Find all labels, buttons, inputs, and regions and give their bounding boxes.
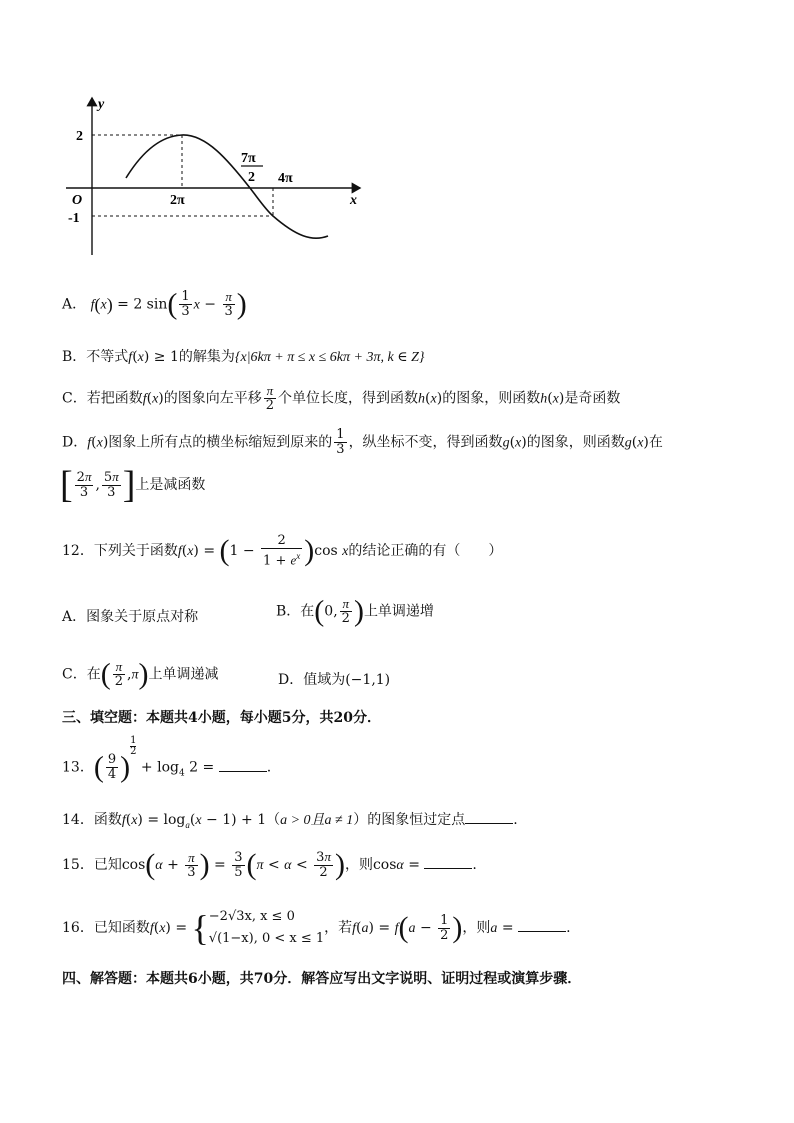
q11-option-b: B．不等式f(x) ≥ 1的解集为{x|6kπ + π ≤ x ≤ 6kπ + 3π, k ∈ Z}	[62, 349, 425, 365]
section-3-heading: 三、填空题：本题共4小题，每小题5分，共20分．	[62, 710, 381, 726]
q11-option-d: D．f(x)图象上所有点的横坐标缩短到原来的 $\frac{1}{3}$ ，纵坐标不变，得到函数g(x)的图象，则函数g(x)在	[62, 427, 663, 457]
option-label: C．若把函数	[62, 390, 143, 407]
x-axis-label: x	[350, 193, 357, 208]
q11-option-b-set: {x|6kπ + π ≤ x ≤ 6kπ + 3π, k ∈ Z}	[234, 350, 425, 365]
condition: a > 0且a ≠ 1	[280, 813, 354, 828]
text: B．在	[276, 603, 315, 620]
q16-answer-blank[interactable]	[518, 919, 566, 932]
text: 的图象向左平移	[163, 390, 262, 407]
text: ，纵坐标不变，得到函数	[348, 434, 503, 451]
text: 15．已知	[62, 857, 122, 873]
q13: 13．( $\frac{9}{4}$ ) $^{\frac{1}{2}}$ + $\log_4 2$ = .	[62, 735, 272, 784]
section-4-heading: 四、解答题：本题共6小题，共70分．解答应写出文字说明、证明过程或演算步骤．	[62, 971, 582, 987]
option-label: B．不等式	[62, 349, 129, 365]
text: 上是减函数	[135, 477, 206, 493]
q11-option-a: A． f(x) = 2 sin( $\frac{1}{3}$ x − $\frac{\pi}{3}$ )	[62, 287, 247, 321]
q12-option-b: B．在(0, $\frac{\pi}{2}$ )上单调递增	[276, 594, 434, 628]
text: 的图象，则函数	[442, 390, 541, 407]
text: ，则	[344, 857, 373, 873]
q11-option-d-interval: [ $\frac{2\pi}{3}$ , $\frac{5\pi}{3}$ ]上是减函数	[60, 464, 206, 506]
case-1: −2√3x, x ≤ 0	[208, 909, 295, 924]
y-axis-label: y	[98, 97, 105, 112]
sine-graph	[60, 90, 370, 260]
expr-text: f	[90, 297, 95, 313]
text: 在	[648, 434, 663, 451]
case-2: √(1−x), 0 < x ≤ 1	[208, 931, 325, 946]
q15-answer-blank[interactable]	[424, 856, 472, 869]
option-label: D．	[62, 434, 88, 451]
text: 个单位长度，得到函数	[278, 390, 419, 407]
text: 上单调递增	[363, 603, 434, 620]
tick-x-7pi2-num: 7π	[241, 151, 256, 166]
tick-x-7pi2-den: 2	[248, 170, 255, 185]
tick-x-2pi: 2π	[170, 193, 185, 208]
sine-curve	[126, 135, 328, 238]
tick-x-4pi: 4π	[278, 171, 293, 186]
text: 图象上所有点的横坐标缩短到原来的	[108, 434, 333, 451]
text: 是奇函数	[564, 390, 621, 407]
q14-answer-blank[interactable]	[465, 811, 513, 824]
text: C．在	[62, 666, 101, 683]
text: 12．下列关于函数	[62, 543, 178, 560]
text: ，若	[324, 920, 353, 936]
text: 的图象恒过定点	[367, 812, 466, 828]
option-label: A．	[62, 296, 87, 313]
q11-option-c: C．若把函数f(x)的图象向左平移 $\frac{\pi}{2}$ 个单位长度，得到函数h(x)的图象，则函数h(x)是奇函数	[62, 383, 621, 413]
text: 的结论正确的有（ ）	[348, 543, 503, 560]
q14: 14．函数$f(x) = \log_a(x - 1) + 1(a > 0$且a ≠ 1）的图象恒过定点 .	[62, 812, 518, 830]
q12-stem: 12．下列关于函数f(x) = (1 − $\frac{2}{1 + e^x}$ )cos x的结论正确的有（ ）	[62, 533, 503, 569]
text: 16．已知函数	[62, 920, 150, 936]
q13-answer-blank[interactable]	[219, 759, 267, 772]
text: ，则	[462, 920, 491, 936]
q12-option-c: C．在( $\frac{\pi}{2}$ ,π)上单调递减	[62, 657, 219, 691]
text: 14．函数	[62, 812, 122, 828]
text: 13．	[62, 759, 94, 776]
tick-y-2: 2	[76, 129, 83, 144]
origin-label: O	[72, 193, 83, 208]
text: 的解集为	[178, 349, 235, 365]
text: 上单调递减	[148, 666, 219, 683]
q12-option-d: D．值域为(−1,1)	[278, 672, 391, 688]
q12-option-a: A．图象关于原点对称	[62, 609, 199, 625]
text: 的图象，则函数	[526, 434, 625, 451]
tick-y-neg1: -1	[68, 211, 80, 226]
q15: 15．已知cos(α + $\frac{\pi}{3}$ ) = $\frac{3}{5}$ (π < α < $\frac{3\pi}{2}$ )，则cosα = .	[62, 848, 477, 881]
q16: 16．已知函数f(x) = { −2√3x, x ≤ 0 √(1−x), 0 < x ≤ 1 ，若f(a) = f(a − $\frac{1}{2}$ )，则a = .	[62, 908, 571, 948]
